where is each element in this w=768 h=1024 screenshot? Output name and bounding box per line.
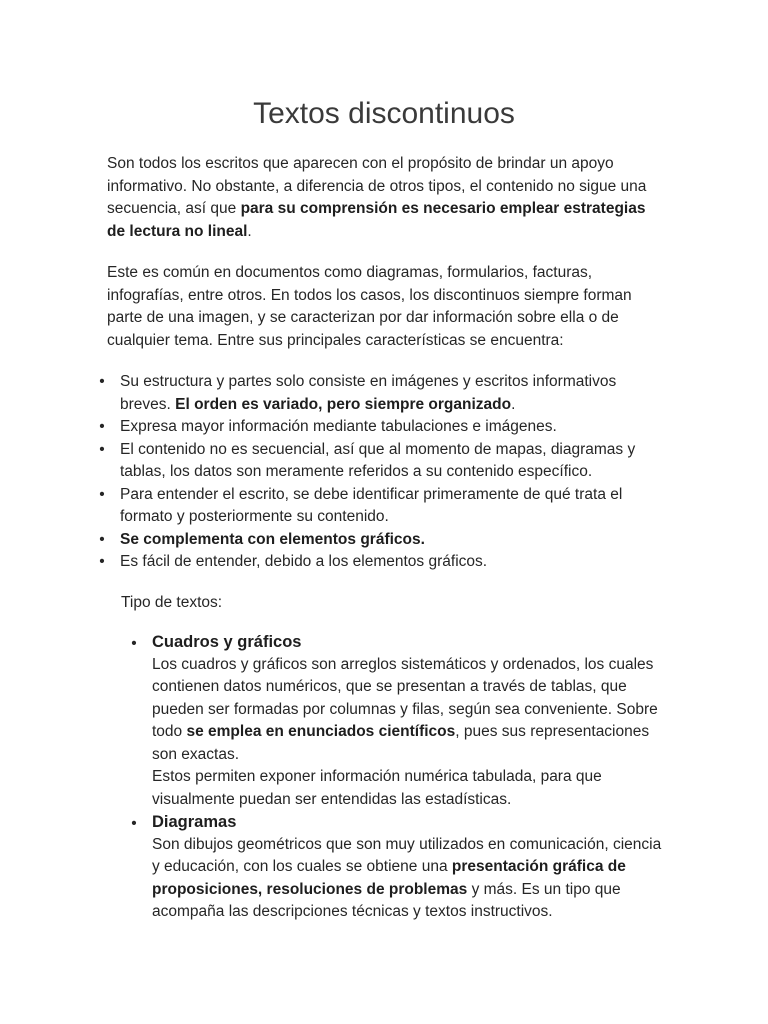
page-title: Textos discontinuos xyxy=(253,97,515,130)
text-type-heading: Cuadros y gráficos xyxy=(152,633,302,651)
text-type-end-text: , pues sus representaciones son exactas. xyxy=(152,723,650,763)
list-item xyxy=(96,439,666,484)
text-type-text: Son dibujos geométricos que son muy utilizados en comunicación, ciencia y educación, con los cuales se obtiene una xyxy=(152,835,662,875)
list-item-text: El contenido no es secuencial, así que al momento de mapas, diagramas y tablas, los datos son meramente referidos a su contenido específico. xyxy=(120,440,636,480)
list-item xyxy=(96,416,666,439)
bullet-icon: • xyxy=(99,440,105,458)
bullet-icon: • xyxy=(131,815,137,832)
bullet-icon: • xyxy=(99,553,105,570)
intro-text: Son todos los escritos que aparecen con el propósito de brindar un apoyo informativo. No obstante, a diferencia de otros tipos, el contenido no sigue una secuencia, así que xyxy=(107,155,647,217)
list-item xyxy=(96,484,666,529)
list-item-text: Expresa mayor información mediante tabulaciones e imágenes. xyxy=(120,418,557,435)
list-item-text: Para entender el escrito, se debe identificar primeramente de qué trata el formato y posteriormente su contenido. xyxy=(120,485,623,525)
text-type-description xyxy=(152,654,668,767)
bullet-icon: • xyxy=(131,635,137,652)
text-type-bold-text: presentación gráfica de proposiciones, resoluciones de problemas xyxy=(152,858,626,898)
list-item-text: Es fácil de entender, debido a los elementos gráficos. xyxy=(120,553,488,570)
characteristics-intro-paragraph: Este es común en documentos como diagramas, formularios, facturas, infografías, entre otros. En todos los casos, los discontinuos siempre forman parte de una imagen, y se caracterizan por dar información sobre ella o de cualquier tema. Entre sus principales características se encuentra: xyxy=(107,264,632,349)
types-label: Tipo de textos: xyxy=(121,594,223,611)
text-type-text: Los cuadros y gráficos son arreglos sistemáticos y ordenados, los cuales contienen datos numéricos, que se presentan a través de tablas, que pueden ser formadas por columnas y filas, según sea conveniente. Sobre todo xyxy=(152,655,658,740)
bullet-icon: • xyxy=(99,373,105,390)
text-type-description xyxy=(152,834,668,924)
characteristics-list xyxy=(96,371,666,574)
list-item-text: Su estructura y partes solo consiste en imágenes y escritos informativos breves. xyxy=(120,373,617,413)
text-type-description-extra: Estos permiten exponer información numérica tabulada, para que visualmente puedan ser entendidas las estadísticas. xyxy=(152,768,602,808)
text-type-bold-text: se emplea en enunciados científicos xyxy=(186,723,456,740)
text-types-list xyxy=(128,631,668,924)
intro-paragraph xyxy=(107,153,667,243)
list-item xyxy=(96,551,666,574)
text-type-heading: Diagramas xyxy=(152,813,237,831)
text-type-item xyxy=(128,811,668,924)
text-type-end-text: y más. Es un tipo que acompaña las descripciones técnicas y textos instructivos. xyxy=(152,880,621,920)
intro-bold-text: para su comprensión es necesario emplear estrategias de lectura no lineal xyxy=(107,200,646,240)
list-item-end-text: . xyxy=(511,395,516,413)
list-item xyxy=(96,529,666,552)
bullet-icon: • xyxy=(99,530,105,548)
intro-end-text: . xyxy=(247,222,252,240)
bullet-icon: • xyxy=(99,485,105,503)
list-item-bold-text: El orden es variado, pero siempre organizado xyxy=(175,395,512,413)
list-item xyxy=(96,371,666,416)
list-item-bold-text: Se complementa con elementos gráficos. xyxy=(120,530,425,548)
bullet-icon: • xyxy=(99,418,105,435)
text-type-item xyxy=(128,631,668,811)
